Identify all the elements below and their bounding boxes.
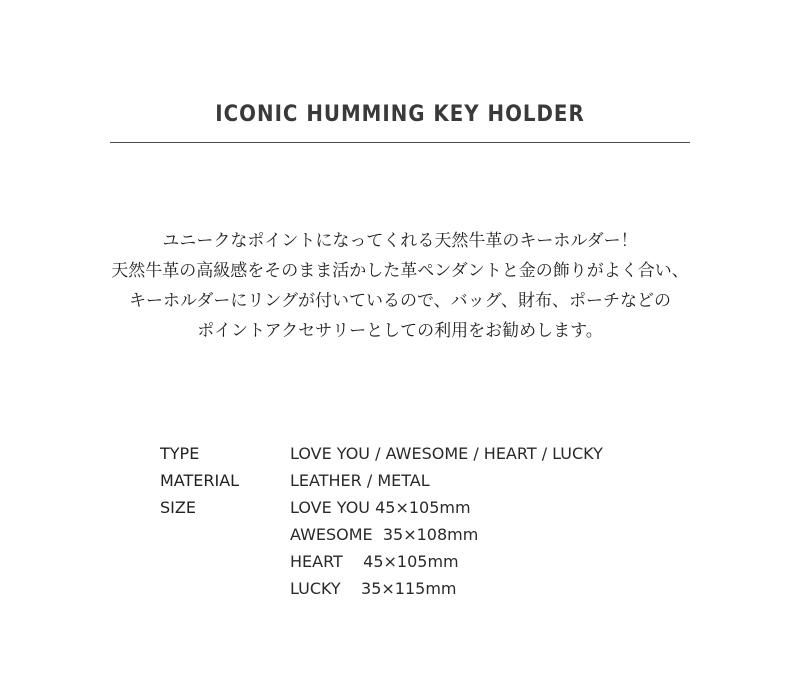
description-line: ポイントアクセサリーとしての利用をお勧めします。 bbox=[197, 321, 603, 341]
spec-value: HEART 45×105mm bbox=[290, 552, 459, 571]
description-line: ユニークなポイントになってくれる天然牛革のキーホルダー！ bbox=[162, 231, 638, 251]
spec-label: SIZE bbox=[160, 498, 196, 517]
spec-row-type bbox=[160, 440, 603, 467]
spec-label: MATERIAL bbox=[160, 471, 240, 490]
title-divider bbox=[110, 142, 690, 143]
page-title: ICONIC HUMMING KEY HOLDER bbox=[215, 102, 585, 127]
product-description bbox=[0, 226, 800, 346]
spec-value: LOVE YOU / AWESOME / HEART / LUCKY bbox=[290, 444, 603, 463]
spec-value: AWESOME 35×108mm bbox=[290, 525, 479, 544]
spec-value: LUCKY 35×115mm bbox=[290, 579, 457, 598]
spec-row-size-heart bbox=[160, 548, 459, 575]
description-line: 天然牛革の高級感をそのまま活かした革ペンダントと金の飾りがよく合い、 bbox=[111, 261, 689, 281]
spec-label: TYPE bbox=[160, 444, 200, 463]
description-line: キーホルダーにリングが付いているので、バッグ、財布、ポーチなどの bbox=[129, 291, 671, 311]
spec-table bbox=[160, 440, 603, 602]
spec-row-material bbox=[160, 467, 430, 494]
spec-value: LEATHER / METAL bbox=[290, 471, 430, 490]
spec-row-size-lucky bbox=[160, 575, 457, 602]
spec-row-size bbox=[160, 494, 471, 521]
spec-value: LOVE YOU 45×105mm bbox=[290, 498, 471, 517]
spec-row-size-awesome bbox=[160, 521, 479, 548]
